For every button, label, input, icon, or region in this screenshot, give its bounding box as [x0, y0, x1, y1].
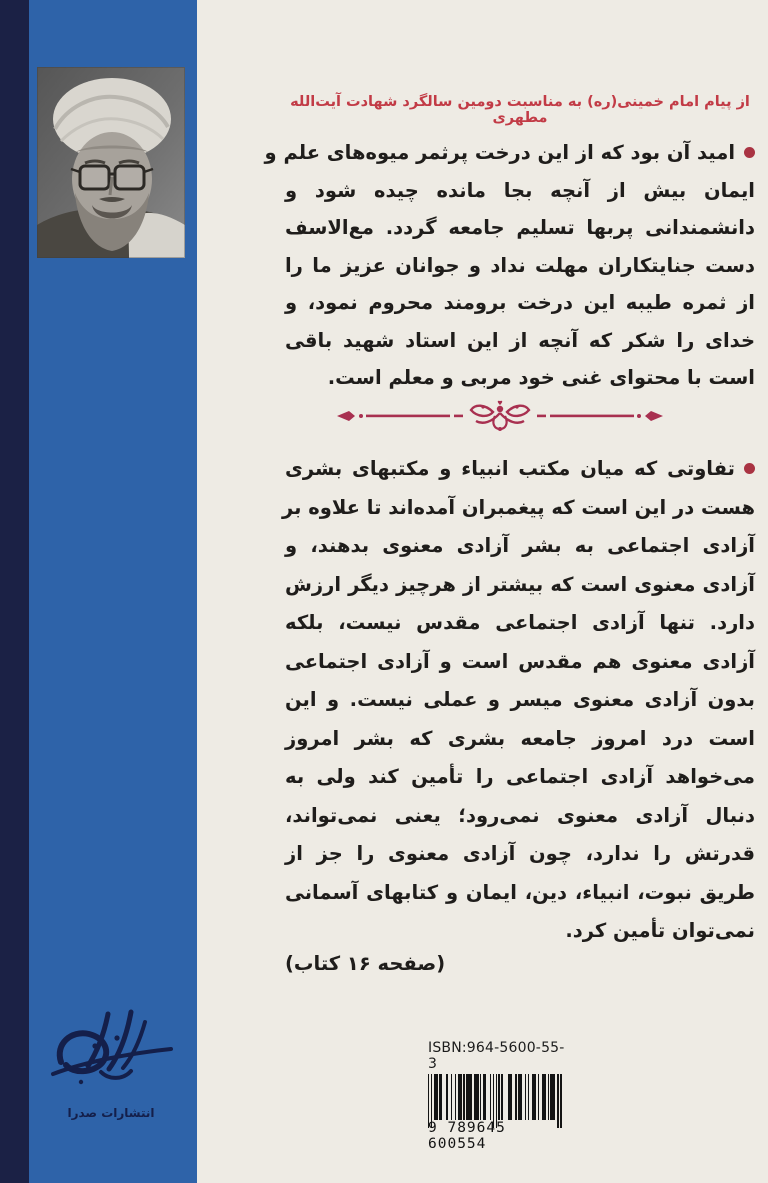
bullet-icon — [744, 147, 755, 158]
quote-text-line: می‌خواهد آزادی اجتماعی را تأمین کند ولی به — [285, 765, 755, 788]
quote-text-line: آزادی معنوی است که بیشتر از هرچیز دیگر ارزش — [285, 572, 755, 596]
page-reference: (صفحه ۱۶ کتاب) — [285, 952, 446, 975]
quote-text-line: دست جنایتکاران مهلت نداد و جوانان عزیز ما را — [285, 253, 755, 277]
quote-text-line: ایمان بیش از آنچه بجا مانده چیده شود و — [285, 178, 755, 202]
quote-text-line: دنبال آزادی معنوی نمی‌رود؛ یعنی نمی‌تواند، — [285, 803, 755, 827]
quote-text-line: امید آن بود که از این درخت پرثمر میوه‌های علم و — [285, 134, 755, 172]
spine-edge-strip — [0, 0, 29, 1183]
barcode-bar — [560, 1074, 561, 1128]
quote-text-line: نمی‌توان تأمین کرد. — [565, 919, 755, 942]
quote-text-line: بدون آزادی معنوی میسر و عملی نیست. و این — [285, 688, 755, 711]
quote-text-line: است با محتوای غنی خود مربی و معلم است. — [327, 366, 755, 389]
motahhari-portrait-photo — [37, 67, 185, 258]
isbn-label: ISBN:964-5600-55-3 — [428, 1040, 565, 1072]
quote-text-line: تفاوتی که میان مکتب انبیاء و مکتبهای بشری — [285, 450, 755, 489]
quote-text-line: آزادی معنوی هم مقدس است و آزادی اجتماعی — [285, 649, 755, 673]
publisher-logo — [45, 1008, 177, 1120]
publisher-logo-emblem — [45, 1008, 177, 1100]
bullet-icon — [744, 463, 755, 474]
barcode-digits: 9 789645 600554 — [428, 1120, 506, 1152]
quote-text-line: دانشمندانی پربها تسلیم جامعه گردد. مع‌الاسف — [285, 216, 755, 239]
quote-paragraph-1 — [264, 134, 755, 397]
quote-text-line: هست در این است که پیغمبران آمده‌اند تا علاوه بر — [282, 495, 755, 519]
publisher-logo-caption: انتشارات صدرا — [67, 1106, 155, 1120]
barcode-block — [428, 1040, 570, 1152]
quote-text-line: خدای را شکر که آنچه از این استاد شهید باقی — [285, 328, 755, 352]
header-title: از پیام امام خمینی(ره) به مناسبت دومین سالگرد شهادت آیت‌الله مطهری — [290, 94, 750, 126]
quote-text-line: قدرتش را ندارد، چون آزادی معنوی را جز از — [285, 842, 755, 865]
ornament-divider — [335, 400, 665, 432]
spine-blue-stripe — [29, 0, 197, 1183]
quote-text-line: است درد امروز جامعه بشری که بشر امروز — [285, 726, 755, 750]
quote-text-line: آزادی اجتماعی به بشر آزادی معنوی بدهند، و — [285, 534, 755, 557]
quote-paragraph-2 — [282, 450, 755, 951]
quote-text-line: دارد. تنها آزادی اجتماعی مقدس نیست، بلکه — [285, 611, 755, 634]
quote-text-line: طریق نبوت، انبیاء، دین، ایمان و کتابهای آسمانی — [285, 880, 755, 904]
quote-text-line: از ثمره طیبه این درخت برومند محروم نمود، و — [285, 291, 755, 314]
